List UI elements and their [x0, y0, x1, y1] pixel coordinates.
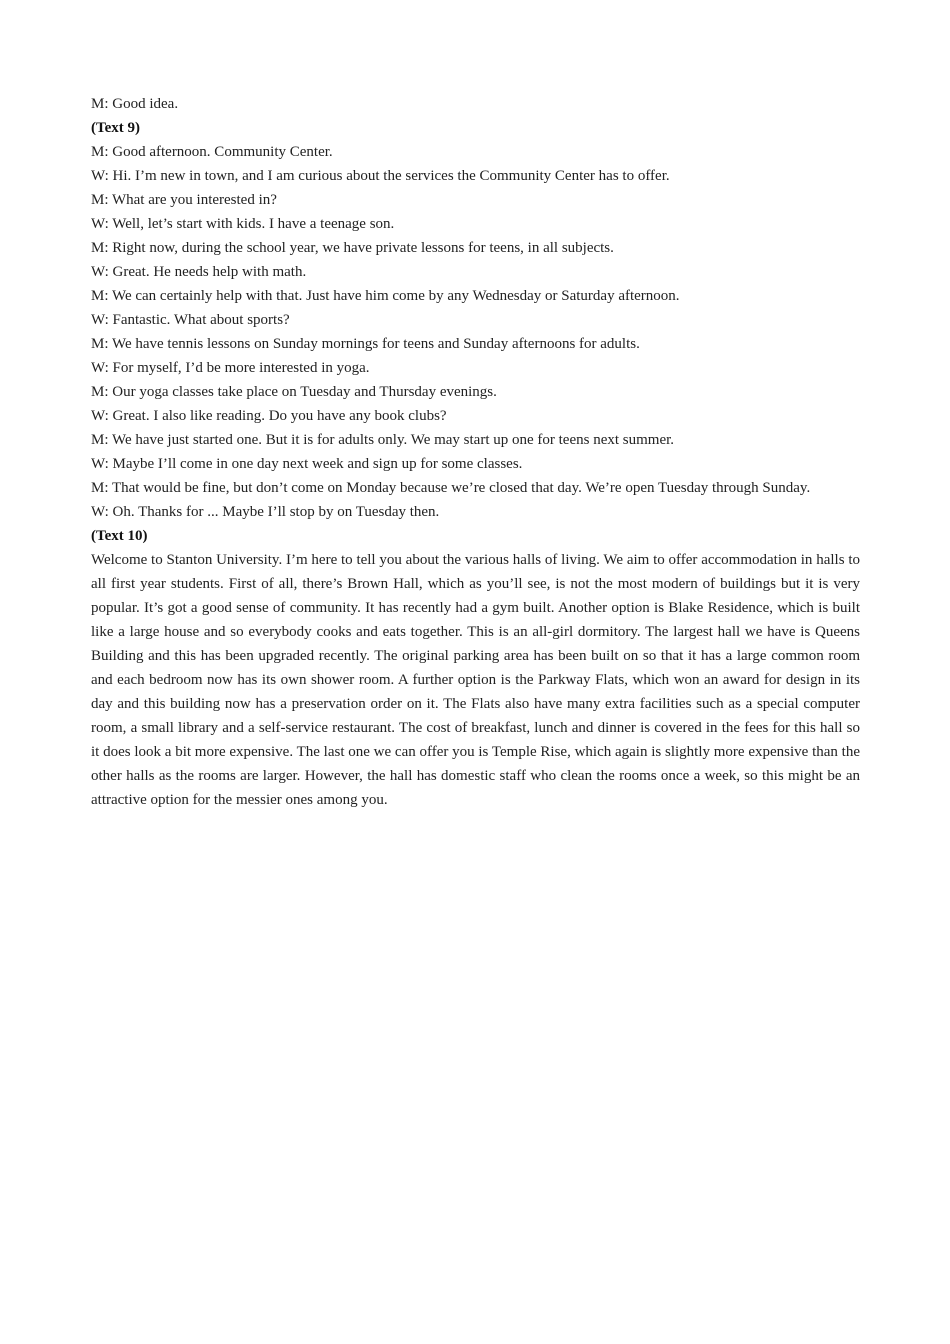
dialogue-line: W: Great. I also like reading. Do you have any book clubs? — [91, 408, 447, 424]
dialogue-line: W: Oh. Thanks for ... Maybe I’ll stop by on Tuesday then. — [91, 504, 440, 520]
dialogue-line: M: We have just started one. But it is for adults only. We may start up one for teens next summer. — [91, 432, 675, 448]
dialogue-line: W: Fantastic. What about sports? — [91, 312, 290, 328]
dialogue-line: M: That would be fine, but don’t come on Monday because we’re closed that day. We’re open Tuesday through Sunday. — [91, 480, 811, 496]
dialogue-line: W: Well, let’s start with kids. I have a teenage son. — [91, 216, 395, 232]
dialogue-line: W: Hi. I’m new in town, and I am curious about the services the Community Center has to offer. — [91, 168, 670, 184]
document-page — [91, 92, 860, 812]
dialogue-line: W: Maybe I’ll come in one day next week and sign up for some classes. — [91, 456, 523, 472]
dialogue-line: W: Great. He needs help with math. — [91, 264, 307, 280]
dialogue-line: M: We have tennis lessons on Sunday mornings for teens and Sunday afternoons for adults. — [91, 336, 640, 352]
dialogue-line-intro: M: Good idea. — [91, 96, 179, 112]
dialogue-line: M: We can certainly help with that. Just have him come by any Wednesday or Saturday afternoon. — [91, 288, 680, 304]
dialogue-line: M: Right now, during the school year, we have private lessons for teens, in all subjects. — [91, 240, 614, 256]
text9-heading: (Text 9) — [91, 120, 141, 136]
dialogue-line: M: Our yoga classes take place on Tuesday and Thursday evenings. — [91, 384, 497, 400]
dialogue-line: M: Good afternoon. Community Center. — [91, 144, 333, 160]
text10-paragraph: Welcome to Stanton University. I’m here to tell you about the various halls of living. We aim to offer accommodation in halls to all first year students. First of all, there’s Brown Hall, which as you’ll see, is not the most modern of buildings but it is very popular. It’s got a good sense of community. It has recently had a gym built. Another option is Blake Residence, which is built like a large house and so everybody cooks and eats together. This is an all-girl dormitory. The largest hall we have is Queens Building and this has been upgraded recently. The original parking area has been built on so that it has a large common room and each bedroom now has its own shower room. A further option is the Parkway Flats, which won an award for design in its day and this building now has a preservation order on it. The Flats also have many extra facilities such as a special computer room, a small library and a self-service restaurant. The cost of breakfast, lunch and dinner is covered in the fees for this hall so it does look a bit more expensive. The last one we can offer you is Temple Rise, which again is slightly more expensive than the other halls as the rooms are larger. However, the hall has domestic staff who clean the rooms once a week, so this might be an attractive option for the messier ones among you. — [91, 552, 860, 808]
dialogue-line: W: For myself, I’d be more interested in yoga. — [91, 360, 370, 376]
dialogue-line: M: What are you interested in? — [91, 192, 277, 208]
text9-dialogue — [91, 140, 860, 524]
text10-heading: (Text 10) — [91, 528, 148, 544]
